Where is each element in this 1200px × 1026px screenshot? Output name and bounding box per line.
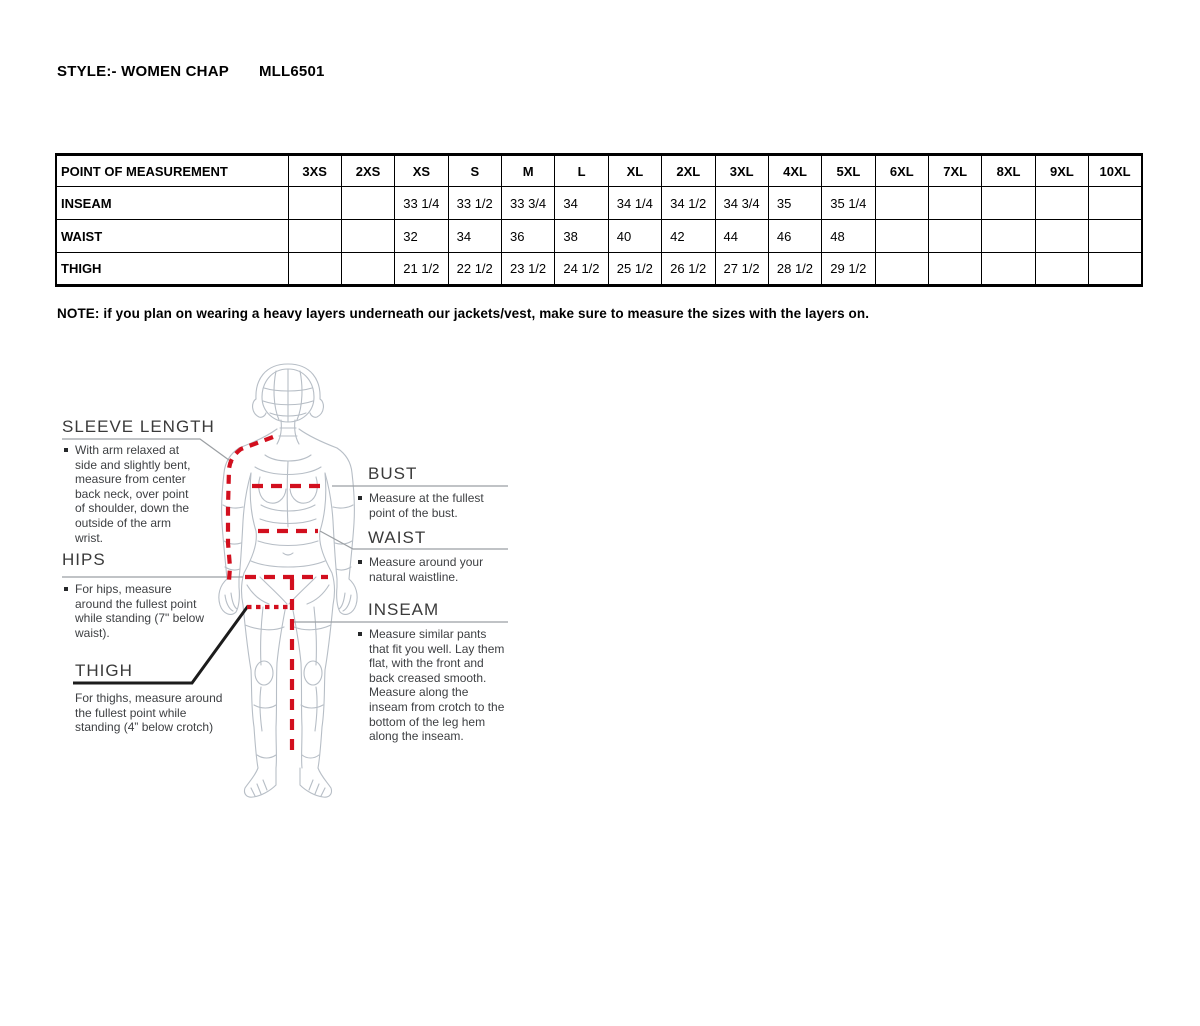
- waist-desc: [358, 555, 493, 584]
- column-header-pom: POINT OF MEASUREMENT: [56, 155, 288, 187]
- size-cell: [288, 253, 341, 286]
- size-cell: [929, 253, 982, 286]
- size-cell: [341, 220, 394, 253]
- size-cell: 46: [768, 220, 821, 253]
- size-cell: [1089, 220, 1142, 253]
- size-cell: 26 1/2: [662, 253, 715, 286]
- size-cell: 36: [502, 220, 555, 253]
- size-cell: 42: [662, 220, 715, 253]
- style-code: MLL6501: [258, 63, 325, 80]
- hips-desc: [64, 582, 209, 640]
- size-cell: [1089, 187, 1142, 220]
- table-row-waist: [56, 220, 1142, 253]
- note-text: NOTE: if you plan on wearing a heavy layers underneath our jackets/vest, make sure to measure the sizes with the layers on.: [57, 306, 870, 321]
- size-cell: [1035, 220, 1088, 253]
- size-cell: [288, 220, 341, 253]
- column-header: 8XL: [982, 155, 1035, 187]
- sleeve-length-desc: [64, 443, 200, 545]
- column-header: XS: [395, 155, 448, 187]
- inseam-desc: [358, 627, 510, 744]
- inseam-text: Measure similar pants that fit you well. Lay them flat, with the front and back creased smooth. Measure along the inseam from crotch to the bottom of the leg hem along the inseam.: [369, 627, 505, 744]
- column-header: 4XL: [768, 155, 821, 187]
- column-header: M: [502, 155, 555, 187]
- size-cell: 22 1/2: [448, 253, 501, 286]
- size-cell: 33 3/4: [502, 187, 555, 220]
- size-cell: 34 1/2: [662, 187, 715, 220]
- size-cell: 23 1/2: [502, 253, 555, 286]
- size-cell: 34: [448, 220, 501, 253]
- sleeve-length-text: With arm relaxed at side and slightly bent, measure from center back neck, over point of shoulder, down the outside of the arm wrist.: [75, 443, 191, 545]
- body-wireframe: [219, 364, 357, 797]
- size-cell: 33 1/2: [448, 187, 501, 220]
- column-header: 2XS: [341, 155, 394, 187]
- column-header: 3XS: [288, 155, 341, 187]
- size-cell: 29 1/2: [822, 253, 875, 286]
- column-header: 6XL: [875, 155, 928, 187]
- size-cell: [1035, 253, 1088, 286]
- column-header: 2XL: [662, 155, 715, 187]
- size-cell: [929, 187, 982, 220]
- sleeve-length-heading: SLEEVE LENGTH: [62, 417, 215, 436]
- column-header: L: [555, 155, 608, 187]
- measurement-row-label: WAIST: [56, 220, 288, 253]
- size-cell: 21 1/2: [395, 253, 448, 286]
- size-cell: [929, 220, 982, 253]
- column-header: 7XL: [929, 155, 982, 187]
- waist-text: Measure around your natural waistline.: [369, 555, 484, 584]
- column-header: 3XL: [715, 155, 768, 187]
- size-cell: [982, 253, 1035, 286]
- bust-text: Measure at the fullest point of the bust.: [369, 491, 484, 520]
- thigh-desc: [75, 691, 225, 735]
- column-header: XL: [608, 155, 661, 187]
- document-title: [57, 63, 325, 80]
- size-cell: 34: [555, 187, 608, 220]
- size-cell: 48: [822, 220, 875, 253]
- hips-text: For hips, measure around the fullest point while standing (7" below waist).: [75, 582, 204, 640]
- table-header-row: [56, 155, 1142, 187]
- size-cell: 34 1/4: [608, 187, 661, 220]
- bust-desc: [358, 491, 493, 520]
- size-cell: [982, 187, 1035, 220]
- size-cell: [875, 187, 928, 220]
- size-cell: 40: [608, 220, 661, 253]
- bullet-square-icon: [358, 632, 362, 636]
- table-row-thigh: [56, 253, 1142, 286]
- thigh-heading: THIGH: [75, 661, 133, 680]
- bullet-square-icon: [64, 587, 68, 591]
- measurement-row-label: THIGH: [56, 253, 288, 286]
- bust-heading: BUST: [368, 464, 418, 483]
- size-chart-table: [55, 153, 1143, 287]
- bullet-square-icon: [64, 448, 68, 452]
- size-cell: 24 1/2: [555, 253, 608, 286]
- size-cell: [1035, 187, 1088, 220]
- measurement-row-label: INSEAM: [56, 187, 288, 220]
- size-cell: 34 3/4: [715, 187, 768, 220]
- measurement-diagram: [55, 355, 535, 810]
- size-cell: 38: [555, 220, 608, 253]
- size-cell: [341, 187, 394, 220]
- size-cell: 35: [768, 187, 821, 220]
- size-cell: 28 1/2: [768, 253, 821, 286]
- column-header: 5XL: [822, 155, 875, 187]
- bullet-square-icon: [358, 496, 362, 500]
- inseam-heading: INSEAM: [368, 600, 440, 619]
- size-cell: [288, 187, 341, 220]
- bullet-square-icon: [358, 560, 362, 564]
- size-cell: 44: [715, 220, 768, 253]
- hips-heading: HIPS: [62, 550, 106, 569]
- size-cell: 32: [395, 220, 448, 253]
- style-label: STYLE:- WOMEN CHAP: [57, 63, 229, 80]
- column-header: 9XL: [1035, 155, 1088, 187]
- column-header: 10XL: [1089, 155, 1142, 187]
- size-cell: [982, 220, 1035, 253]
- size-cell: [875, 253, 928, 286]
- thigh-text: For thighs, measure around the fullest point while standing (4” below crotch): [75, 691, 223, 735]
- size-cell: 35 1/4: [822, 187, 875, 220]
- column-header: S: [448, 155, 501, 187]
- size-cell: 33 1/4: [395, 187, 448, 220]
- size-cell: [875, 220, 928, 253]
- size-cell: 25 1/2: [608, 253, 661, 286]
- size-cell: 27 1/2: [715, 253, 768, 286]
- size-cell: [1089, 253, 1142, 286]
- size-cell: [341, 253, 394, 286]
- waist-heading: WAIST: [368, 528, 427, 547]
- table-row-inseam: [56, 187, 1142, 220]
